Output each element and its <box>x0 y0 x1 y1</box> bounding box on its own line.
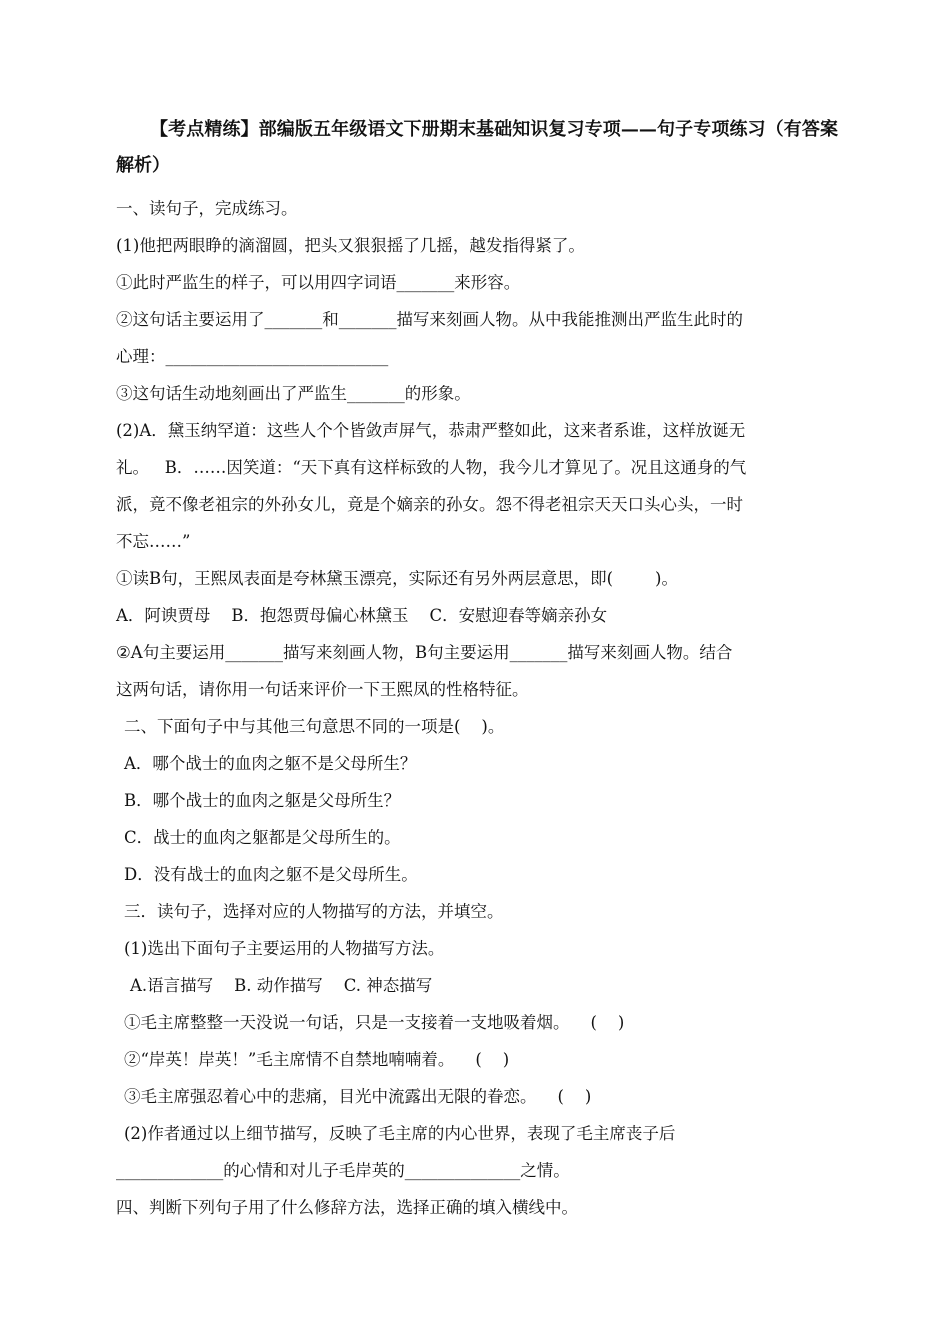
text-line: A．阿谀贾母 B．抱怨贾母偏心林黛玉 C．安慰迎春等嫡亲孙女 <box>116 606 608 625</box>
text-line: ①此时严监生的样子，可以用四字词语_______来形容。 <box>116 273 521 292</box>
text-line: 不忘……” <box>116 532 191 551</box>
text-line: (1)他把两眼睁的滴溜圆，把头又狠狠摇了几摇，越发指得紧了。 <box>116 236 585 255</box>
text-line: C．战士的血肉之躯都是父母所生的。 <box>124 828 401 847</box>
text-line: 一、读句子，完成练习。 <box>116 199 298 218</box>
text-line: _____________的心情和对儿子毛岸英的______________之情。 <box>116 1161 570 1180</box>
document-body <box>116 190 838 1226</box>
text-line: ②A句主要运用_______描写来刻画人物，B句主要运用_______描写来刻画人物。结合 <box>116 643 733 662</box>
text-line: ③这句话生动地刻画出了严监生_______的形象。 <box>116 384 471 403</box>
text-line: ②“岸英！岸英！”毛主席情不自禁地喃喃着。 ( ) <box>124 1050 510 1069</box>
text-line: 四、判断下列句子用了什么修辞方法，选择正确的填入横线中。 <box>116 1198 578 1217</box>
text-line: D．没有战士的血肉之躯不是父母所生。 <box>124 865 418 884</box>
text-line: ③毛主席强忍着心中的悲痛，目光中流露出无限的眷恋。 ( ) <box>124 1087 592 1106</box>
text-line: 派，竟不像老祖宗的外孙女儿，竟是个嫡亲的孙女。怨不得老祖宗天天口头心头，一时 <box>116 495 743 514</box>
text-line: 心理：___________________________ <box>116 347 389 366</box>
text-line: 这两句话，请你用一句话来评价一下王熙凤的性格特征。 <box>116 680 529 699</box>
text-line: (2)作者通过以上细节描写，反映了毛主席的内心世界，表现了毛主席丧子后 <box>124 1124 676 1143</box>
document-title: 【考点精练】部编版五年级语文下册期末基础知识复习专项——句子专项练习（有答案解析） <box>116 119 838 176</box>
text-line: ②这句话主要运用了_______和_______描写来刻画人物。从中我能推测出严监生此时的 <box>116 310 743 329</box>
text-line: B．哪个战士的血肉之躯是父母所生？ <box>124 791 401 810</box>
text-line: 三．读句子，选择对应的人物描写的方法，并填空。 <box>124 902 504 921</box>
text-line: (1)选出下面句子主要运用的人物描写方法。 <box>124 939 445 958</box>
text-line: (2)A．黛玉纳罕道：这些人个个皆敛声屏气，恭肃严整如此，这来者系谁，这样放诞无 <box>116 421 746 440</box>
text-line: ①读B句，王熙凤表面是夸林黛玉漂亮，实际还有另外两层意思，即( )。 <box>116 569 678 588</box>
text-line: A．哪个战士的血肉之躯不是父母所生？ <box>124 754 417 773</box>
text-line: 二、下面句子中与其他三句意思不同的一项是( )。 <box>124 717 505 736</box>
text-line: 礼。 B．……因笑道：“天下真有这样标致的人物，我今儿才算见了。况且这通身的气 <box>116 458 747 477</box>
text-line: A.语言描写 B. 动作描写 C. 神态描写 <box>130 976 433 995</box>
text-line: ①毛主席整整一天没说一句话，只是一支接着一支地吸着烟。 ( ) <box>124 1013 625 1032</box>
